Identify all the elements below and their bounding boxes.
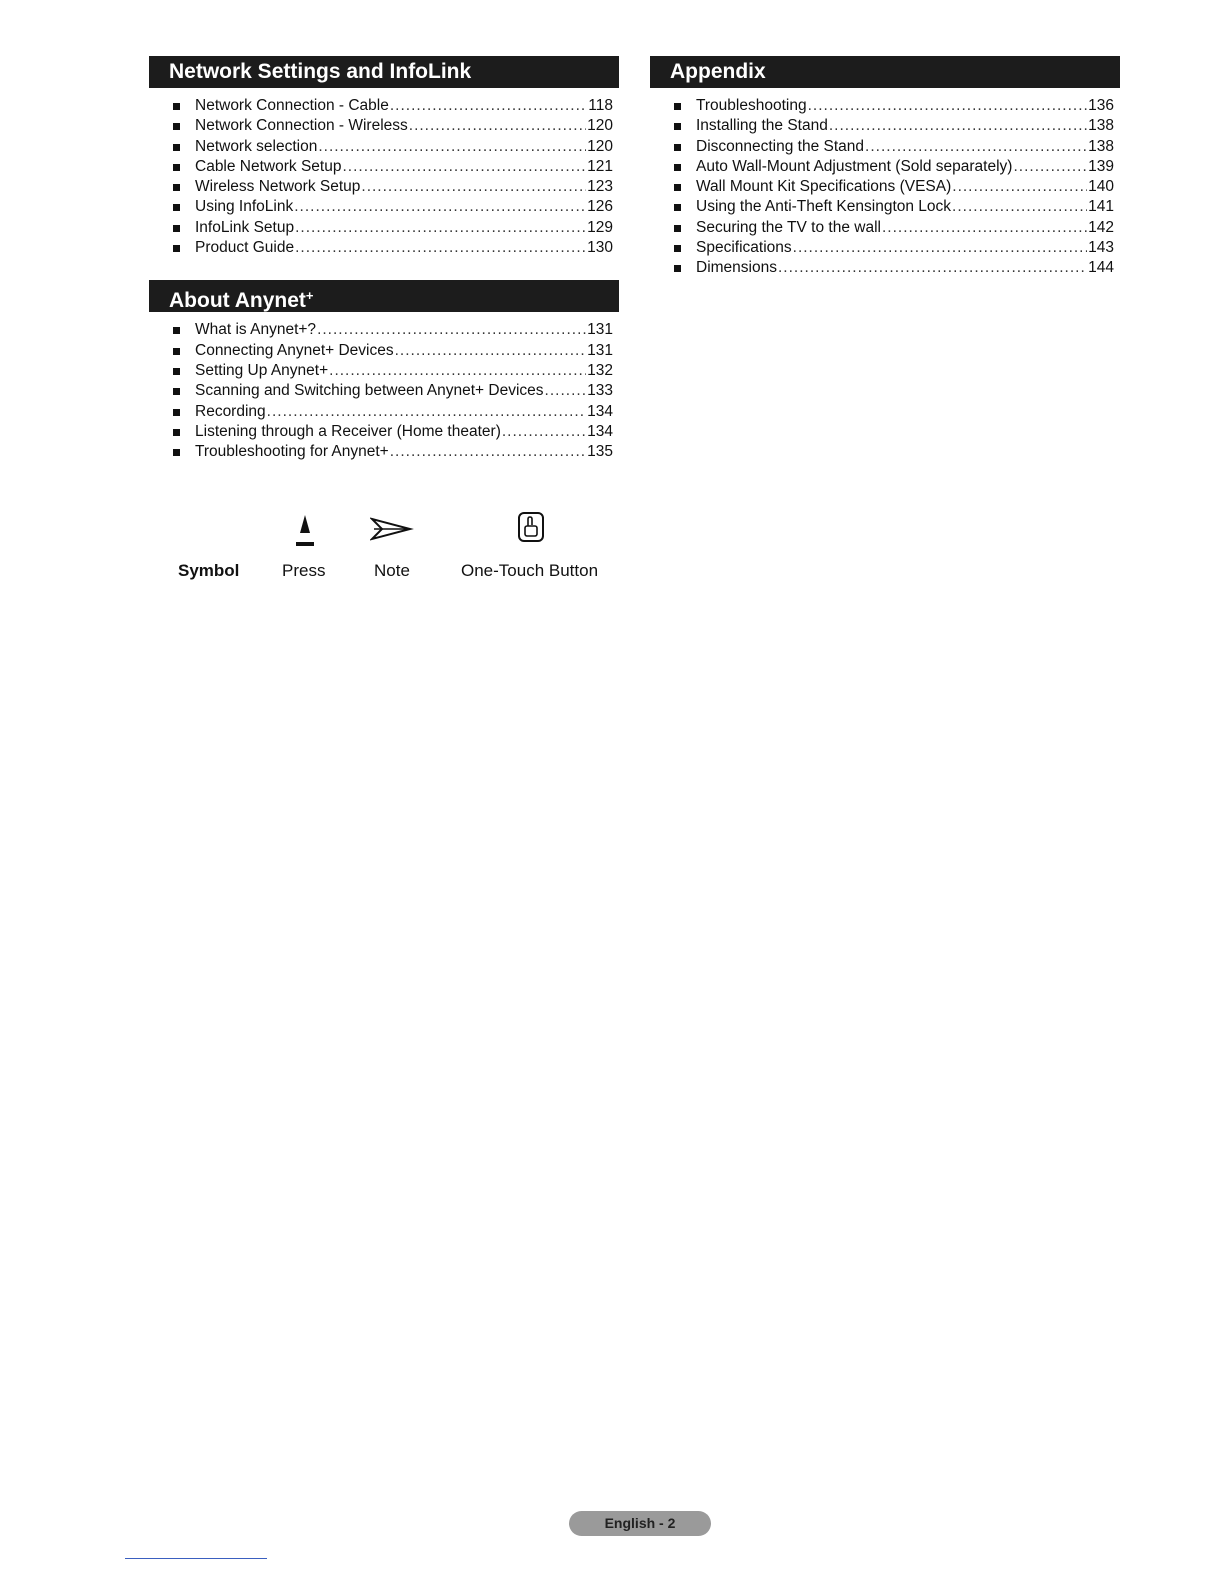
toc-item[interactable] bbox=[149, 197, 619, 217]
bullet-icon bbox=[173, 184, 180, 191]
bullet-icon bbox=[674, 225, 681, 232]
toc-item-page: 131 bbox=[587, 341, 613, 359]
section-title: About Anynet bbox=[169, 289, 306, 313]
leader-dots bbox=[952, 197, 1087, 217]
toc-item[interactable] bbox=[650, 258, 1120, 278]
leader-dots bbox=[808, 96, 1088, 116]
toc-item-title: Specifications bbox=[696, 239, 792, 257]
note-label: Note bbox=[374, 561, 410, 580]
leader-dots bbox=[545, 381, 587, 401]
toc-item-page: 140 bbox=[1088, 178, 1114, 196]
toc-item-title: Installing the Stand bbox=[696, 117, 828, 135]
bullet-icon bbox=[173, 225, 180, 232]
right-column bbox=[650, 56, 1120, 279]
toc-item-title: Dimensions bbox=[696, 259, 777, 277]
toc-item-title: What is Anynet+? bbox=[195, 321, 317, 339]
toc-item-page: 136 bbox=[1088, 97, 1114, 114]
toc-item[interactable] bbox=[650, 197, 1120, 217]
toc-item-title: Using the Anti-Theft Kensington Lock bbox=[696, 198, 952, 216]
toc-item-page: 138 bbox=[1088, 137, 1114, 155]
bullet-icon bbox=[674, 144, 681, 151]
toc-item-title: Scanning and Switching between Anynet+ Devices bbox=[195, 382, 544, 400]
leader-dots bbox=[793, 238, 1087, 258]
toc-item[interactable] bbox=[650, 96, 1120, 116]
toc-item-page: 123 bbox=[587, 178, 613, 196]
toc-item-page: 138 bbox=[1088, 117, 1114, 135]
toc-list-network bbox=[149, 96, 619, 258]
leader-dots bbox=[267, 402, 586, 422]
one-touch-button-label: One-Touch Button bbox=[461, 561, 599, 580]
toc-item-title: Product Guide bbox=[195, 239, 295, 257]
toc-item-page: 120 bbox=[587, 117, 613, 135]
toc-item-page: 130 bbox=[587, 239, 613, 257]
toc-item-page: 141 bbox=[1088, 198, 1114, 216]
toc-item[interactable] bbox=[650, 157, 1120, 177]
leader-dots bbox=[778, 258, 1087, 278]
toc-item[interactable] bbox=[149, 442, 619, 462]
bullet-icon bbox=[674, 204, 681, 211]
toc-item-title: Wall Mount Kit Specifications (VESA) bbox=[696, 178, 952, 196]
leader-dots bbox=[390, 96, 587, 116]
bullet-icon bbox=[173, 409, 180, 416]
toc-item-page: 118 bbox=[588, 97, 613, 114]
toc-item-title: Network selection bbox=[195, 137, 318, 155]
leader-dots bbox=[329, 361, 586, 381]
toc-item[interactable] bbox=[149, 238, 619, 258]
section-title-superscript: + bbox=[305, 288, 314, 304]
toc-item-title: Recording bbox=[195, 402, 266, 420]
press-icon bbox=[292, 509, 318, 554]
leader-dots bbox=[342, 157, 586, 177]
toc-item[interactable] bbox=[149, 116, 619, 136]
toc-item-page: 129 bbox=[587, 218, 613, 236]
bullet-icon bbox=[674, 245, 681, 252]
leader-dots bbox=[952, 177, 1087, 197]
toc-item[interactable] bbox=[149, 381, 619, 401]
toc-item[interactable] bbox=[149, 96, 619, 116]
leader-dots bbox=[295, 238, 586, 258]
toc-item-title: Network Connection - Wireless bbox=[195, 117, 408, 135]
note-icon bbox=[370, 509, 414, 554]
toc-item[interactable] bbox=[650, 238, 1120, 258]
toc-item-title: Network Connection - Cable bbox=[195, 97, 389, 114]
press-label: Press bbox=[282, 561, 326, 580]
toc-item[interactable] bbox=[149, 177, 619, 197]
bullet-icon bbox=[173, 123, 180, 130]
bullet-icon bbox=[173, 103, 180, 110]
bullet-icon bbox=[173, 449, 180, 456]
bullet-icon bbox=[674, 164, 681, 171]
leader-dots bbox=[318, 137, 586, 157]
toc-item-page: 134 bbox=[587, 402, 613, 420]
toc-item-title: Disconnecting the Stand bbox=[696, 137, 865, 155]
bullet-icon bbox=[173, 164, 180, 171]
toc-item-title: Listening through a Receiver (Home theater) bbox=[195, 422, 501, 440]
toc-item-page: 142 bbox=[1088, 218, 1114, 236]
toc-item-page: 143 bbox=[1088, 239, 1114, 257]
toc-item-title: Securing the TV to the wall bbox=[696, 218, 881, 236]
leader-dots bbox=[409, 116, 586, 136]
toc-item-title: Setting Up Anynet+ bbox=[195, 361, 329, 379]
toc-item-page: 135 bbox=[587, 443, 613, 461]
left-column bbox=[149, 56, 619, 462]
toc-item[interactable] bbox=[149, 320, 619, 340]
bullet-icon bbox=[173, 327, 180, 334]
bullet-icon bbox=[674, 123, 681, 130]
toc-item[interactable] bbox=[650, 218, 1120, 238]
bullet-icon bbox=[173, 144, 180, 151]
toc-item[interactable] bbox=[650, 137, 1120, 157]
toc-item-title: Troubleshooting for Anynet+ bbox=[195, 443, 389, 461]
bullet-icon bbox=[173, 348, 180, 355]
bullet-icon bbox=[173, 388, 180, 395]
bullet-icon bbox=[674, 184, 681, 191]
toc-item-title: InfoLink Setup bbox=[195, 218, 295, 236]
symbol-heading: Symbol bbox=[178, 561, 240, 580]
toc-item-page: 133 bbox=[587, 382, 613, 400]
toc-item[interactable] bbox=[149, 218, 619, 238]
toc-item-page: 139 bbox=[1088, 157, 1114, 175]
toc-item-title: Wireless Network Setup bbox=[195, 178, 361, 196]
section-header-appendix bbox=[650, 56, 1120, 88]
leader-dots bbox=[294, 197, 586, 217]
toc-item-page: 120 bbox=[587, 137, 613, 155]
toc-item[interactable] bbox=[650, 116, 1120, 136]
section-header-network bbox=[149, 56, 619, 88]
symbol-legend bbox=[178, 505, 618, 595]
toc-item[interactable] bbox=[149, 422, 619, 442]
toc-list-anynet bbox=[149, 320, 619, 462]
toc-item-title: Troubleshooting bbox=[696, 97, 807, 114]
leader-dots bbox=[829, 116, 1087, 136]
toc-item[interactable] bbox=[650, 177, 1120, 197]
toc-item-page: 121 bbox=[587, 157, 613, 175]
leader-dots bbox=[865, 137, 1087, 157]
toc-item[interactable] bbox=[149, 341, 619, 361]
leader-dots bbox=[502, 422, 586, 442]
footer-line bbox=[125, 1558, 267, 1559]
leader-dots bbox=[395, 341, 587, 361]
leader-dots bbox=[317, 320, 586, 340]
section-title: Appendix bbox=[670, 60, 766, 83]
toc-item[interactable] bbox=[149, 137, 619, 157]
bullet-icon bbox=[173, 245, 180, 252]
toc-item[interactable] bbox=[149, 361, 619, 381]
toc-item-page: 131 bbox=[587, 321, 613, 339]
leader-dots bbox=[882, 218, 1087, 238]
leader-dots bbox=[390, 442, 586, 462]
toc-list-appendix bbox=[650, 96, 1120, 279]
toc-item-page: 134 bbox=[587, 422, 613, 440]
toc-item[interactable] bbox=[149, 157, 619, 177]
bullet-icon bbox=[173, 368, 180, 375]
one-touch-button-icon bbox=[517, 509, 545, 550]
bullet-icon bbox=[674, 103, 681, 110]
bullet-icon bbox=[173, 429, 180, 436]
bullet-icon bbox=[674, 265, 681, 272]
page-number-badge: English - 2 bbox=[569, 1511, 711, 1536]
toc-item-page: 126 bbox=[587, 198, 613, 216]
bullet-icon bbox=[173, 204, 180, 211]
toc-item-title: Connecting Anynet+ Devices bbox=[195, 341, 394, 359]
section-header-anynet bbox=[149, 280, 619, 312]
toc-item-title: Using InfoLink bbox=[195, 198, 294, 216]
leader-dots bbox=[295, 218, 586, 238]
toc-item-page: 144 bbox=[1088, 259, 1114, 277]
leader-dots bbox=[1013, 157, 1087, 177]
leader-dots bbox=[361, 177, 586, 197]
toc-item-title: Auto Wall-Mount Adjustment (Sold separately) bbox=[696, 157, 1013, 175]
section-title: Network Settings and InfoLink bbox=[169, 60, 472, 83]
toc-item-page: 132 bbox=[587, 361, 613, 379]
toc-item[interactable] bbox=[149, 402, 619, 422]
toc-item-title: Cable Network Setup bbox=[195, 157, 342, 175]
